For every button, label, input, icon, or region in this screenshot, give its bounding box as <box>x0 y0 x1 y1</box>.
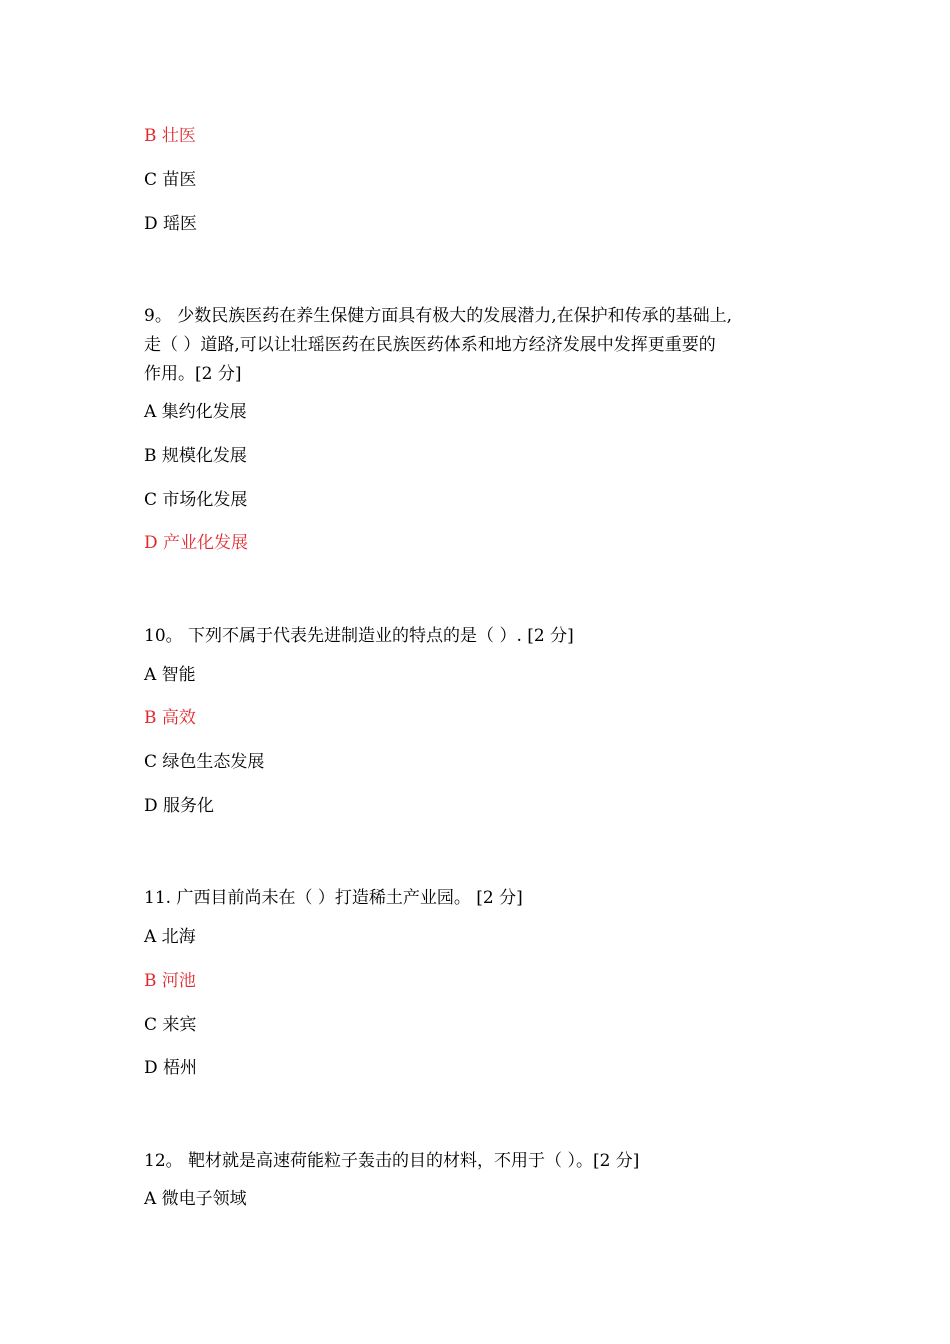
q11-option-d: D 梧州 <box>144 1058 198 1078</box>
q11-text: 11. 广西目前尚未在（ ）打造稀土产业园。 [2 分] <box>144 888 523 908</box>
q8-option-d: D 瑶医 <box>144 214 198 234</box>
q10-option-a: A 智能 <box>144 665 196 685</box>
q11-option-a: A 北海 <box>144 927 196 947</box>
q8-option-c: C 苗医 <box>144 170 197 190</box>
q9-text-line-2: 走（ ）道路,可以让壮瑶医药在民族医药体系和地方经济发展中发挥更重要的 <box>144 335 716 355</box>
q10-option-b: B 高效 <box>144 708 196 728</box>
q9-text-line-1: 9。 少数民族医药在养生保健方面具有极大的发展潜力,在保护和传承的基础上, <box>144 306 733 326</box>
q12-text: 12。 靶材就是高速荷能粒子轰击的目的材料，不用于（ ）。[2 分] <box>144 1151 640 1171</box>
q11-option-b: B 河池 <box>144 971 196 991</box>
q10-option-c: C 绿色生态发展 <box>144 752 265 772</box>
q8-option-b: B 壮医 <box>144 126 196 146</box>
q12-option-a: A 微电子领域 <box>144 1189 247 1209</box>
q11-option-c: C 来宾 <box>144 1015 197 1035</box>
q10-text: 10。 下列不属于代表先进制造业的特点的是（ ）. [2 分] <box>144 626 574 646</box>
q9-option-a: A 集约化发展 <box>144 402 247 422</box>
q9-text-line-3: 作用。[2 分] <box>144 364 242 384</box>
q9-option-d: D 产业化发展 <box>144 533 249 553</box>
q9-option-b: B 规模化发展 <box>144 446 247 466</box>
q10-option-d: D 服务化 <box>144 796 215 816</box>
q9-option-c: C 市场化发展 <box>144 490 248 510</box>
